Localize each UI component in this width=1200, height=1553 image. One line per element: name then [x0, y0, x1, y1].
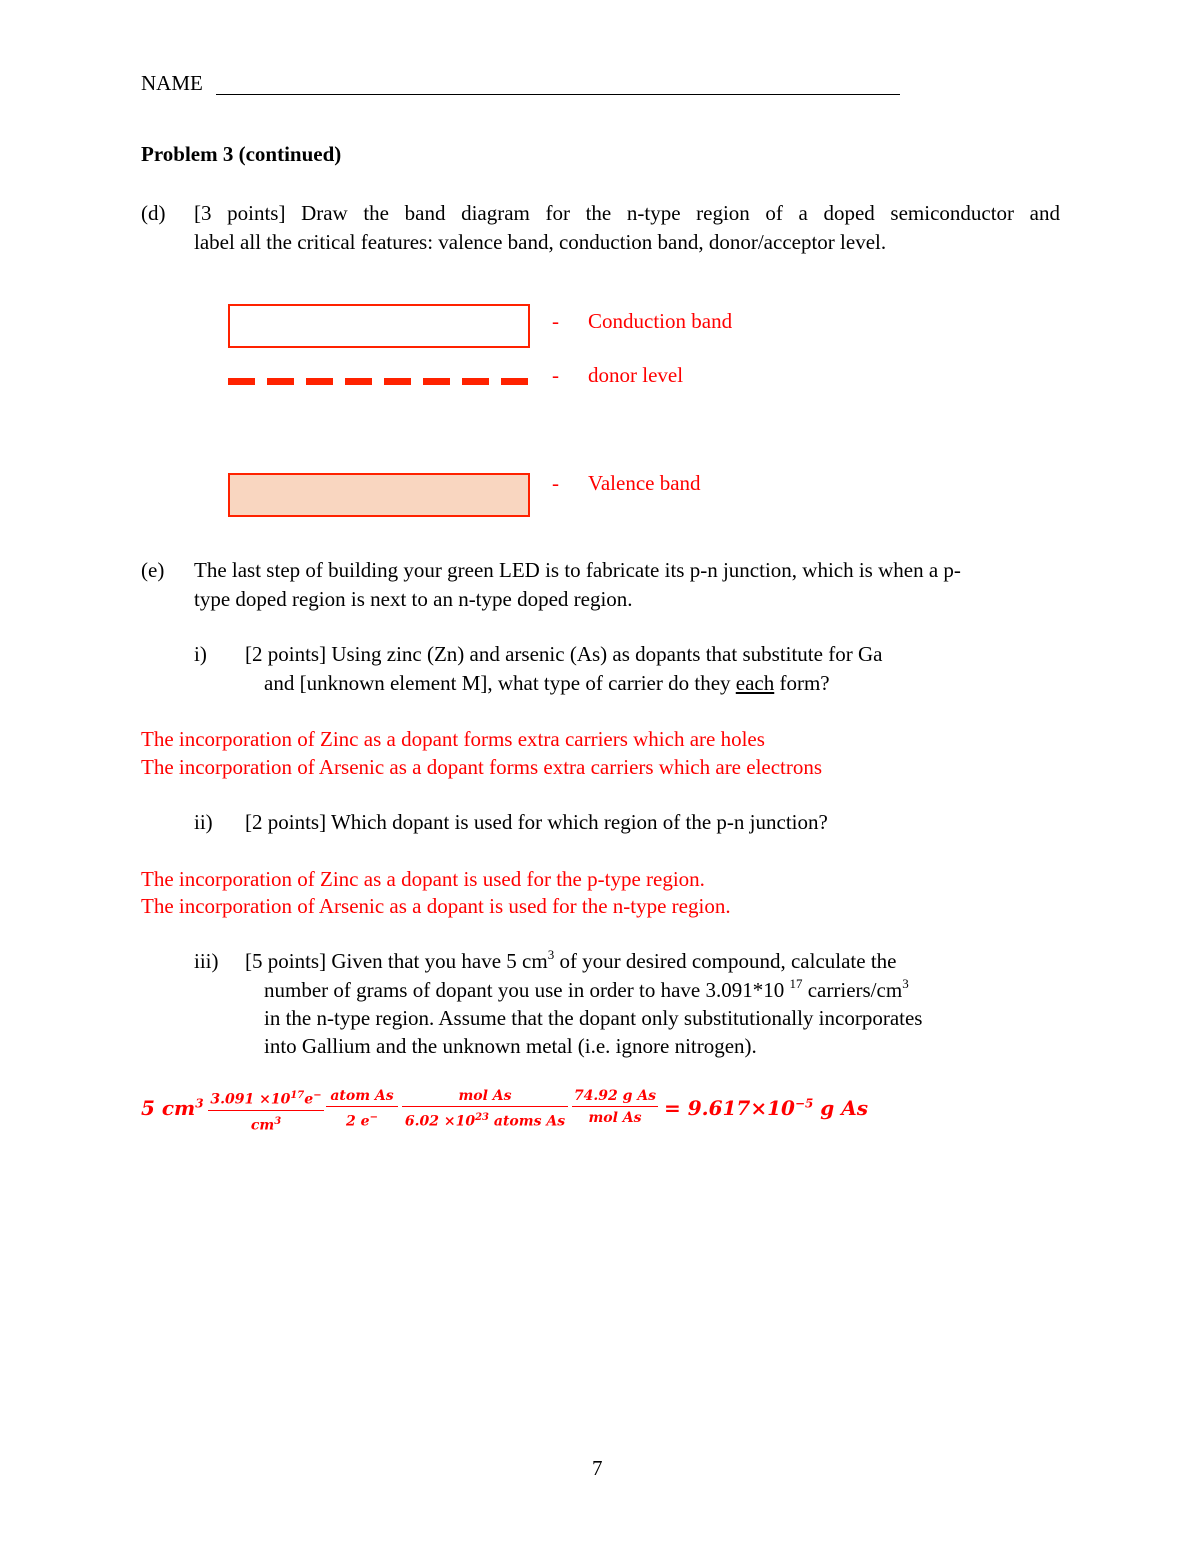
sub-iii-marker: iii) — [194, 949, 219, 973]
part-d-text-line2: label all the critical features: valence band, conduction band, donor/acceptor level. — [194, 230, 887, 254]
sub-iii-text-line3: in the n-type region. Assume that the dopant only substitutionally incorporates — [264, 1006, 923, 1030]
fraction-molar-mass-denominator: mol As — [588, 1110, 642, 1126]
conduction-band-box — [228, 304, 530, 348]
label-dash: - — [552, 363, 559, 387]
fraction-avogadro-denominator: $6.02 \times 10^{23}$ atoms As — [404, 1112, 566, 1130]
donor-level-text: donor level — [588, 363, 684, 387]
page-number: 7 — [592, 1456, 603, 1480]
fraction-carriers — [208, 1088, 324, 1133]
label-dash: - — [552, 309, 559, 333]
part-d-marker: (d) — [141, 201, 166, 225]
fraction-atoms-per-electron — [326, 1088, 398, 1130]
label-dash: - — [552, 471, 559, 495]
valence-band-label — [552, 471, 701, 496]
fraction-avogadro-numerator: mol As — [402, 1088, 568, 1107]
conduction-band-label — [552, 309, 732, 334]
sub-iii-text-line1: [5 points] Given that you have 5 $cm^3$ of your desired compound, calculate the — [245, 947, 897, 973]
answer-i-line1: The incorporation of Zinc as a dopant forms extra carriers which are holes — [141, 727, 765, 751]
fraction-molar-mass-numerator: 74.92 g As — [572, 1088, 658, 1107]
sub-i-text-line2: and [unknown element M], what type of carrier do they each form? — [264, 671, 830, 695]
sub-ii-marker: ii) — [194, 810, 213, 834]
part-e-marker: (e) — [141, 558, 165, 582]
sub-ii-text: [2 points] Which dopant is used for which region of the p-n junction? — [245, 810, 828, 834]
part-e-text-line1: The last step of building your green LED is to fabricate its p-n junction, which is when a p- — [194, 558, 961, 582]
sub-iii-text-line4: into Gallium and the unknown metal (i.e. ignore nitrogen). — [264, 1034, 757, 1058]
answer-ii-line2: The incorporation of Arsenic as a dopant is used for the n-type region. — [141, 894, 731, 918]
fraction-carriers-numerator: $3.091 \times 10^{17}e^-$ — [208, 1088, 324, 1111]
calc-result: = $9.617\times 10^{-5}$ g As — [664, 1096, 869, 1120]
fraction-atoms-numerator: atom As — [326, 1088, 398, 1107]
answer-ii-line1: The incorporation of Zinc as a dopant is used for the p-type region. — [141, 867, 705, 891]
answer-i-line2: The incorporation of Arsenic as a dopant forms extra carriers which are electrons — [141, 755, 823, 779]
name-label: NAME — [141, 71, 203, 95]
emphasis-each: each — [735, 671, 775, 695]
calc-lead-term: 5 $cm^3$ — [141, 1096, 204, 1120]
sub-i-text-line1: [2 points] Using zinc (Zn) and arsenic (As) as dopants that substitute for Ga — [245, 642, 883, 666]
sub-i-marker: i) — [194, 642, 207, 666]
donor-level-label — [552, 363, 683, 388]
fraction-atoms-denominator: 2 e− — [346, 1112, 378, 1130]
name-underline — [216, 94, 900, 95]
fraction-molar-mass — [572, 1088, 658, 1126]
conduction-band-text: Conduction band — [588, 309, 733, 333]
part-e-text-line2: type doped region is next to an n-type doped region. — [194, 587, 633, 611]
sub-iii-text-line2: number of grams of dopant you use in order to have 3.091*10 $^{17}$ carriers/$cm^3$ — [264, 976, 909, 1002]
donor-level-dashed-line — [228, 378, 528, 385]
part-d-text-line1: [3 points] Draw the band diagram for the n-type region of a doped semiconductor and — [194, 201, 1060, 225]
fraction-avogadro — [402, 1088, 568, 1130]
valence-band-text: Valence band — [588, 471, 701, 495]
valence-band-box — [228, 473, 530, 517]
fraction-carriers-denominator: $cm^3$ — [250, 1115, 282, 1134]
problem-heading: Problem 3 (continued) — [141, 142, 342, 166]
